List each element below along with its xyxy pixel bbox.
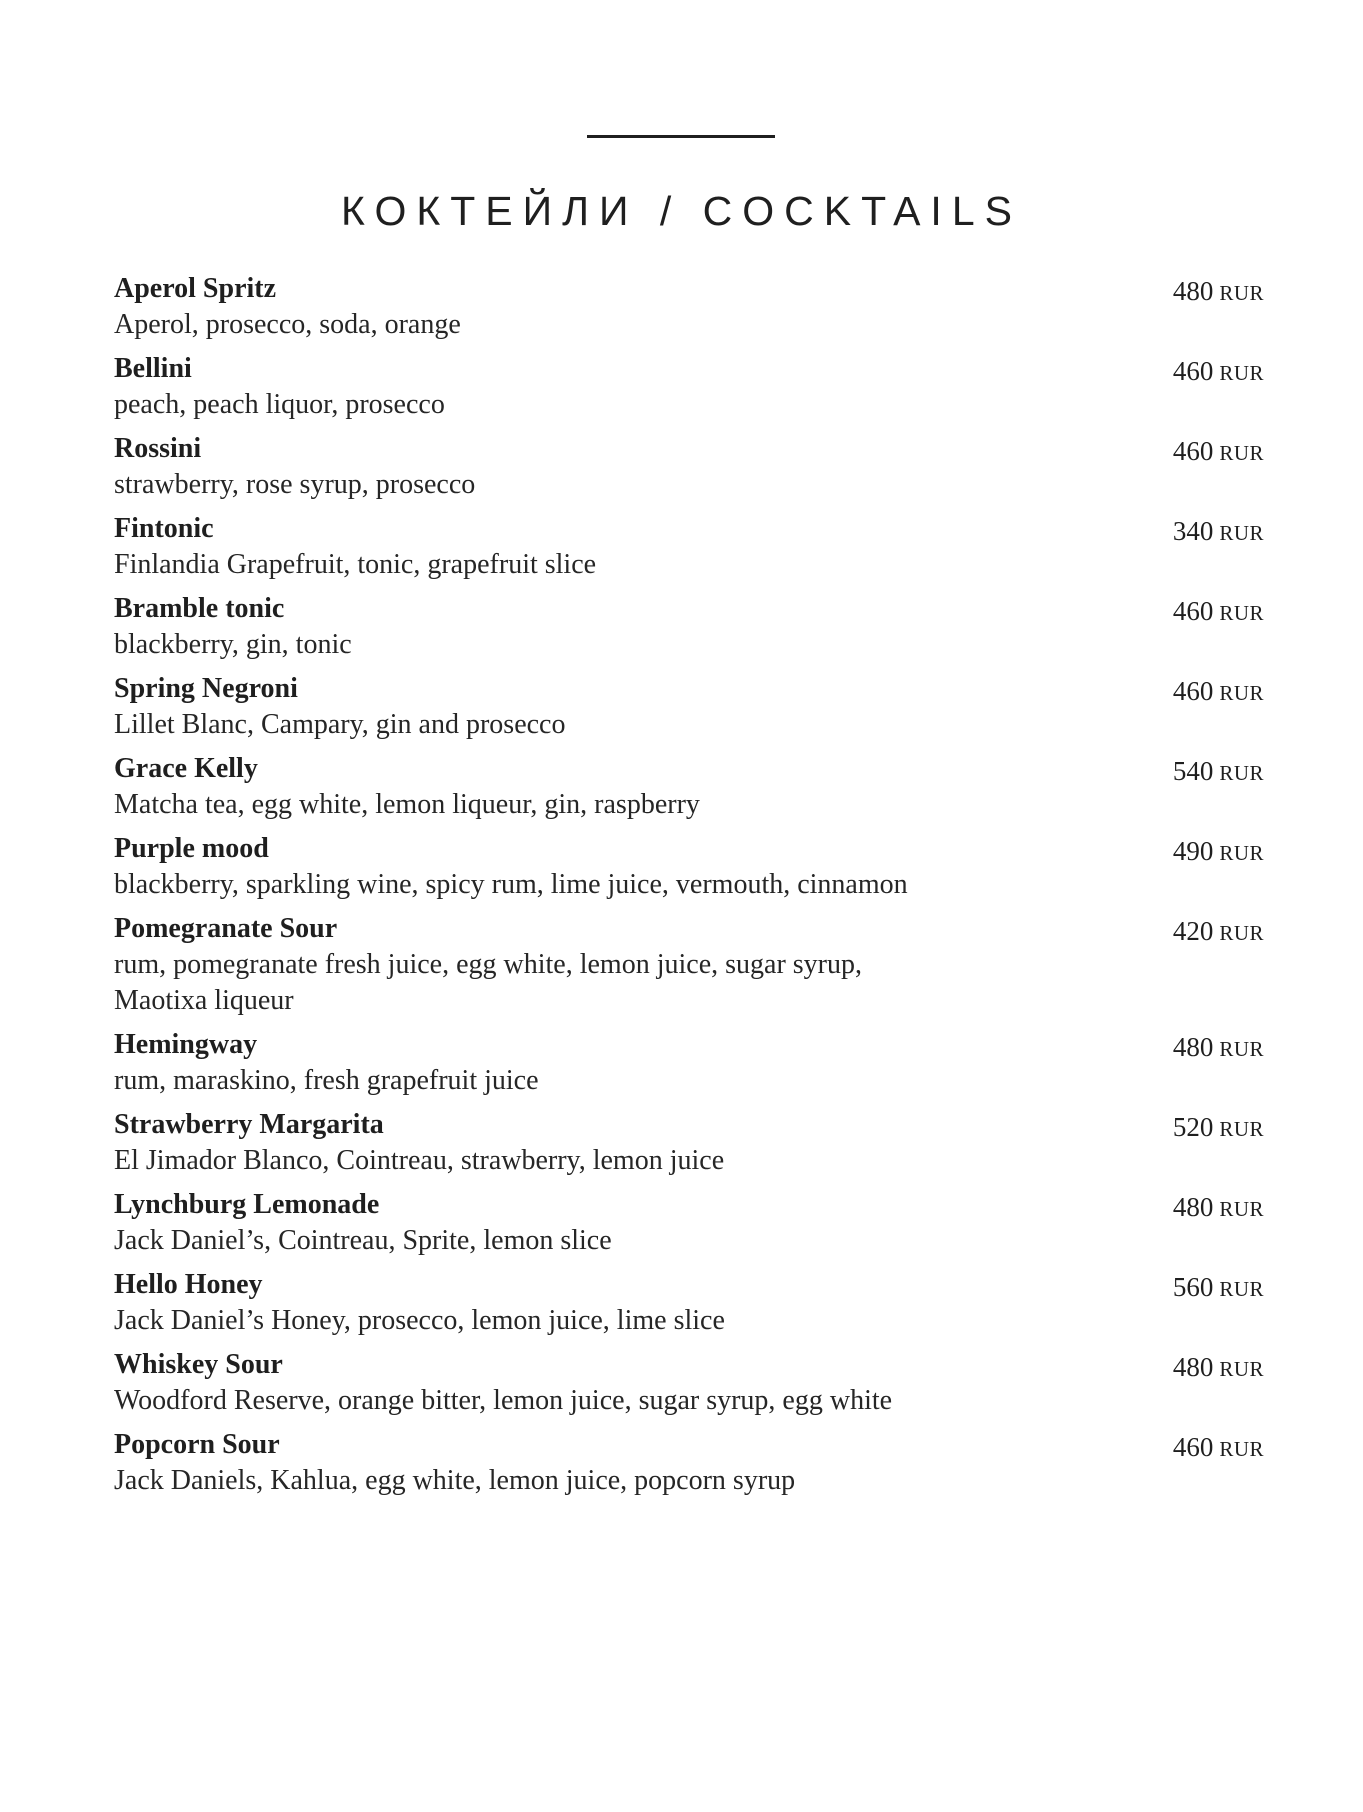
page-title: КОКТЕЙЛИ / COCKTAILS [341, 188, 1022, 234]
item-name: Fintonic [114, 513, 214, 544]
price-currency: RUR [1219, 441, 1264, 465]
menu-item [114, 911, 1264, 1019]
menu-item [114, 351, 1264, 423]
price-currency: RUR [1219, 1437, 1264, 1461]
item-description: rum, maraskino, fresh grapefruit juice [114, 1065, 539, 1096]
price-currency: RUR [1219, 521, 1264, 545]
cocktail-list [114, 271, 1264, 1507]
price-currency: RUR [1219, 1037, 1264, 1061]
price-value: 460 [1172, 596, 1214, 626]
item-price [1173, 273, 1264, 311]
price-value: 480 [1172, 1192, 1214, 1222]
item-name: Spring Negroni [114, 673, 298, 704]
price-value: 560 [1172, 1272, 1214, 1302]
item-name: Pomegranate Sour [114, 913, 338, 944]
item-description: Aperol, prosecco, soda, orange [114, 309, 461, 340]
item-description: El Jimador Blanco, Cointreau, strawberry, lemon juice [114, 1145, 725, 1176]
price-currency: RUR [1219, 841, 1264, 865]
menu-item [114, 751, 1264, 823]
item-price [1173, 1429, 1264, 1467]
item-description: Finlandia Grapefruit, tonic, grapefruit slice [114, 549, 597, 580]
item-price [1173, 433, 1264, 471]
item-price [1173, 913, 1264, 951]
price-value: 540 [1172, 756, 1214, 786]
menu-item [114, 1347, 1264, 1419]
item-name: Purple mood [114, 833, 269, 864]
title-divider [587, 135, 775, 138]
price-currency: RUR [1219, 281, 1264, 305]
item-name: Grace Kelly [114, 753, 258, 784]
item-name: Whiskey Sour [114, 1349, 283, 1380]
item-name: Popcorn Sour [114, 1429, 280, 1460]
item-price [1173, 593, 1264, 631]
menu-item [114, 671, 1264, 743]
item-description: Woodford Reserve, orange bitter, lemon juice, sugar syrup, egg white [114, 1385, 893, 1416]
price-currency: RUR [1219, 921, 1264, 945]
price-value: 520 [1172, 1112, 1214, 1142]
item-price [1173, 1269, 1264, 1307]
price-currency: RUR [1219, 361, 1264, 385]
item-description: blackberry, sparkling wine, spicy rum, lime juice, vermouth, cinnamon [114, 869, 908, 900]
item-description: Jack Daniel’s, Cointreau, Sprite, lemon slice [114, 1225, 612, 1256]
menu-item [114, 831, 1264, 903]
item-description: Lillet Blanc, Campary, gin and prosecco [114, 709, 566, 740]
menu-item [114, 431, 1264, 503]
price-value: 460 [1172, 436, 1214, 466]
price-value: 480 [1172, 1032, 1214, 1062]
item-name: Lynchburg Lemonade [114, 1189, 380, 1220]
item-price [1173, 833, 1264, 871]
price-value: 420 [1172, 916, 1214, 946]
price-currency: RUR [1219, 761, 1264, 785]
item-price [1173, 1109, 1264, 1147]
menu-item [114, 1267, 1264, 1339]
item-price [1173, 1349, 1264, 1387]
menu-item [114, 1187, 1264, 1259]
item-description: blackberry, gin, tonic [114, 629, 352, 660]
item-price [1173, 1189, 1264, 1227]
item-price [1173, 753, 1264, 791]
item-description: Jack Daniels, Kahlua, egg white, lemon juice, popcorn syrup [114, 1465, 796, 1496]
item-name: Rossini [114, 433, 202, 464]
item-name: Strawberry Margarita [114, 1109, 384, 1140]
item-price [1173, 1029, 1264, 1067]
price-currency: RUR [1219, 1197, 1264, 1221]
item-name: Hemingway [114, 1029, 258, 1060]
item-price [1173, 513, 1264, 551]
item-description: Jack Daniel’s Honey, prosecco, lemon juice, lime slice [114, 1305, 725, 1336]
price-value: 460 [1172, 1432, 1214, 1462]
price-currency: RUR [1219, 601, 1264, 625]
menu-item [114, 511, 1264, 583]
menu-item [114, 1427, 1264, 1499]
price-value: 340 [1172, 516, 1214, 546]
menu-item [114, 1107, 1264, 1179]
price-currency: RUR [1219, 1117, 1264, 1141]
price-value: 480 [1172, 276, 1214, 306]
price-currency: RUR [1219, 1357, 1264, 1381]
price-value: 460 [1172, 356, 1214, 386]
item-name: Bramble tonic [114, 593, 285, 624]
price-currency: RUR [1219, 681, 1264, 705]
item-description: peach, peach liquor, prosecco [114, 389, 445, 420]
menu-item [114, 1027, 1264, 1099]
price-currency: RUR [1219, 1277, 1264, 1301]
item-name: Aperol Spritz [114, 273, 277, 304]
item-description: Matcha tea, egg white, lemon liqueur, gin, raspberry [114, 789, 700, 820]
menu-item [114, 271, 1264, 343]
price-value: 460 [1172, 676, 1214, 706]
menu-item [114, 591, 1264, 663]
item-price [1173, 673, 1264, 711]
price-value: 480 [1172, 1352, 1214, 1382]
item-description: strawberry, rose syrup, prosecco [114, 469, 476, 500]
item-name: Hello Honey [114, 1269, 263, 1300]
item-name: Bellini [114, 353, 192, 384]
price-value: 490 [1172, 836, 1214, 866]
item-description: rum, pomegranate fresh juice, egg white, lemon juice, sugar syrup, Maotixa liqueur [114, 949, 862, 1016]
item-price [1173, 353, 1264, 391]
